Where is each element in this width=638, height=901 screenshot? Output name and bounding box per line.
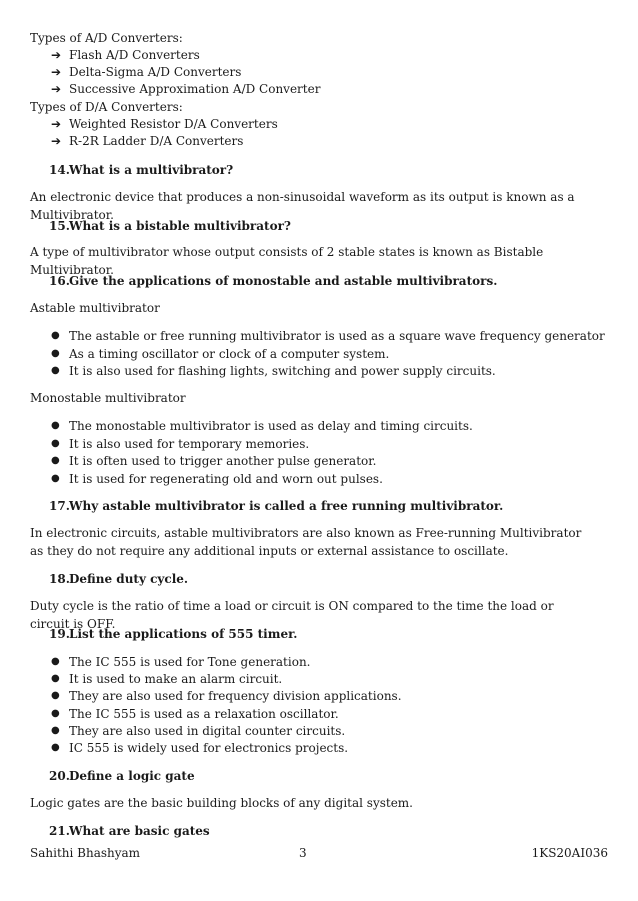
- answer-15: A type of multivibrator whose output consists of 2 stable states is known as Bistable Multivibrator.: [30, 245, 544, 277]
- question-text: List the applications of 555 timer.: [69, 627, 298, 641]
- list-item-text: It is used to make an alarm circuit.: [69, 672, 283, 687]
- question-16: [49, 273, 497, 289]
- list-item-text: As a timing oscillator or clock of a computer system.: [69, 346, 390, 361]
- bullet-icon: ●: [51, 365, 60, 376]
- bullet-icon: ●: [51, 673, 60, 685]
- bullet-icon: ●: [51, 420, 60, 431]
- footer-author: Sahithi Bhashyam: [30, 846, 141, 860]
- bullet-icon: ●: [51, 690, 60, 702]
- list-item-text: IC 555 is widely used for electronics projects.: [69, 741, 349, 755]
- bullet-icon: ●: [51, 707, 60, 719]
- question-text: What is a bistable multivibrator?: [69, 219, 291, 233]
- question-number: 19.: [49, 627, 70, 641]
- question-19: [49, 626, 297, 642]
- question-text: Why astable multivibrator is called a free running multivibrator.: [69, 499, 504, 513]
- bullet-icon: ●: [51, 330, 60, 341]
- answer-20: Logic gates are the basic building blocks of any digital system.: [30, 796, 413, 810]
- monostable-label: Monostable multivibrator: [30, 391, 186, 405]
- answer-14: An electronic device that produces a non-sinusoidal waveform as its output is known as a Multivibrator.: [30, 190, 575, 222]
- list-item-text: It is often used to trigger another pulse generator.: [69, 454, 377, 468]
- question-number: 16.: [49, 274, 70, 288]
- list-item-text: The IC 555 is used as a relaxation oscillator.: [69, 706, 339, 721]
- question-14: [49, 162, 233, 178]
- question-text: What is a multivibrator?: [69, 163, 234, 177]
- list-item-text: R-2R Ladder D/A Converters: [69, 134, 244, 148]
- list-item-text: Flash A/D Converters: [69, 48, 200, 62]
- list-item-text: They are also used for frequency division applications.: [69, 689, 402, 704]
- adc-heading: Types of A/D Converters:: [30, 31, 183, 45]
- footer-usn: 1KS20AI036: [531, 846, 608, 860]
- bullet-icon: ●: [51, 437, 60, 449]
- list-item-text: The astable or free running multivibrator is used as a square wave frequency generator: [69, 329, 605, 343]
- arrow-right-icon: ➔: [51, 117, 62, 131]
- question-17: [49, 498, 503, 514]
- question-20: [49, 768, 195, 784]
- question-text: Define duty cycle.: [69, 572, 189, 586]
- answer-17: In electronic circuits, astable multivibrators are also known as Free-running Multivibrator as they do not require any additional inputs or external assistance to oscillate.: [30, 526, 582, 558]
- arrow-right-icon: ➔: [51, 82, 62, 96]
- bullet-icon: ●: [51, 724, 60, 736]
- list-item-text: It is used for regenerating old and worn out pulses.: [69, 471, 383, 486]
- question-number: 17.: [49, 499, 70, 513]
- bullet-icon: ●: [51, 472, 60, 484]
- arrow-right-icon: ➔: [51, 134, 62, 148]
- answer-18: Duty cycle is the ratio of time a load or circuit is ON compared to the time the load or circuit is OFF.: [30, 599, 554, 631]
- arrow-right-icon: ➔: [51, 48, 62, 62]
- question-text: Give the applications of monostable and astable multivibrators.: [69, 274, 498, 288]
- list-item-text: Delta-Sigma A/D Converters: [69, 65, 242, 79]
- bullet-icon: ●: [51, 742, 60, 753]
- question-18: [49, 571, 188, 587]
- question-number: 14.: [49, 163, 70, 177]
- list-item-text: They are also used in digital counter circuits.: [69, 723, 346, 738]
- list-item-text: The monostable multivibrator is used as delay and timing circuits.: [69, 419, 473, 433]
- question-text: What are basic gates: [69, 824, 210, 838]
- list-item-text: It is also used for temporary memories.: [69, 436, 310, 451]
- footer-page-number: 3: [299, 846, 307, 860]
- bullet-icon: ●: [51, 347, 60, 359]
- list-item-text: Weighted Resistor D/A Converters: [69, 117, 278, 131]
- question-15: [49, 218, 291, 234]
- question-number: 18.: [49, 572, 70, 586]
- bullet-icon: ●: [51, 656, 60, 667]
- question-21: [49, 823, 210, 839]
- list-item-text: It is also used for flashing lights, switching and power supply circuits.: [69, 364, 496, 378]
- question-text: Define a logic gate: [69, 769, 195, 783]
- astable-label: Astable multivibrator: [30, 301, 160, 315]
- list-item-text: The IC 555 is used for Tone generation.: [69, 655, 311, 669]
- arrow-right-icon: ➔: [51, 65, 62, 79]
- question-number: 21.: [49, 824, 70, 838]
- dac-heading: Types of D/A Converters:: [30, 100, 183, 114]
- bullet-icon: ●: [51, 455, 60, 466]
- list-item-text: Successive Approximation A/D Converter: [69, 82, 321, 96]
- question-number: 15.: [49, 219, 70, 233]
- question-number: 20.: [49, 769, 70, 783]
